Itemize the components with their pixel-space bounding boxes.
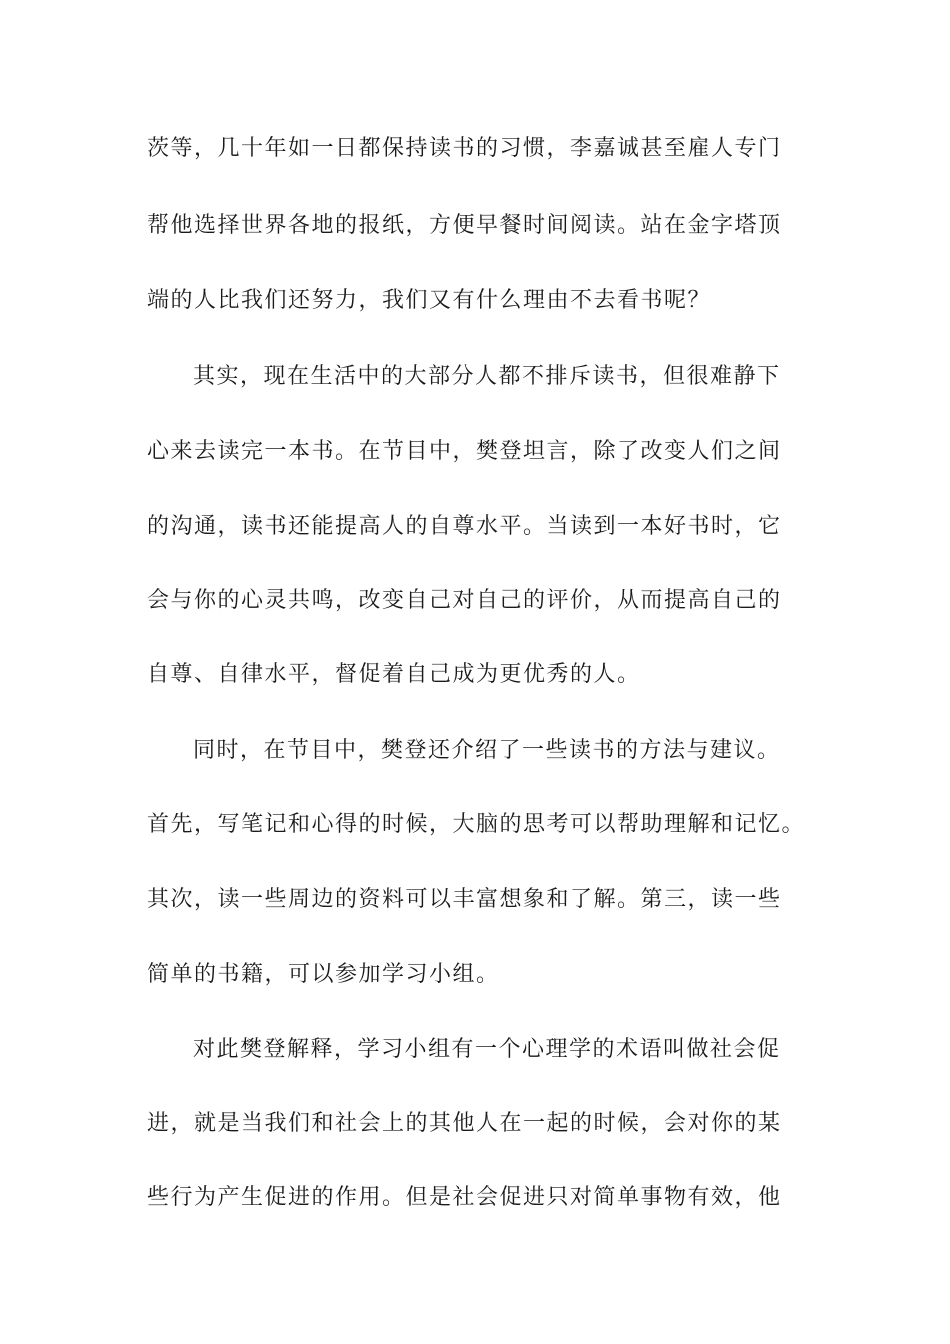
paragraph-first-line: 同时，在节目中，樊登还介绍了一些读书的方法与建议。 xyxy=(193,738,781,763)
text-line: 进，就是当我们和社会上的其他人在一起的时候，会对你的某 xyxy=(147,1111,782,1136)
text-line: 其次，读一些周边的资料可以丰富想象和了解。第三，读一些 xyxy=(147,887,782,912)
text-line: 首先，写笔记和心得的时候，大脑的思考可以帮助理解和记忆。 xyxy=(147,812,806,837)
text-line: 会与你的心灵共鸣，改变自己对自己的评价，从而提高自己的 xyxy=(147,588,782,613)
text-line: 心来去读完一本书。在节目中，樊登坦言，除了改变人们之间 xyxy=(147,439,782,464)
text-line: 简单的书籍，可以参加学习小组。 xyxy=(147,962,500,987)
text-line: 的沟通，读书还能提高人的自尊水平。当读到一本好书时，它 xyxy=(147,514,782,539)
text-line: 茨等，几十年如一日都保持读书的习惯，李嘉诚甚至雇人专门 xyxy=(147,136,782,161)
paragraph-first-line: 其实，现在生活中的大部分人都不排斥读书，但很难静下 xyxy=(193,364,781,389)
text-line: 自尊、自律水平，督促着自己成为更优秀的人。 xyxy=(147,662,641,687)
paragraph-first-line: 对此樊登解释，学习小组有一个心理学的术语叫做社会促 xyxy=(193,1037,781,1062)
text-line: 帮他选择世界各地的报纸，方便早餐时间阅读。站在金字塔顶 xyxy=(147,213,782,238)
text-line: 些行为产生促进的作用。但是社会促进只对简单事物有效，他 xyxy=(147,1185,782,1210)
text-line: 端的人比我们还努力，我们又有什么理由不去看书呢？ xyxy=(147,288,712,313)
